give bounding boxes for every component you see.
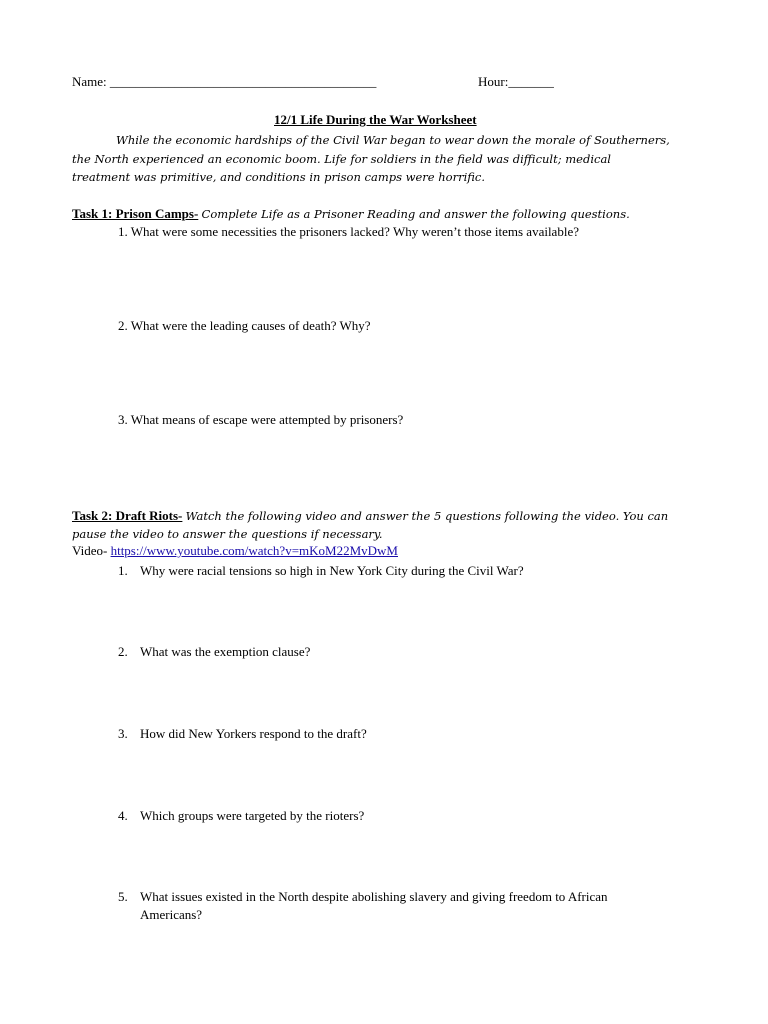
question-number: 5. [118,889,128,904]
question-text: Which groups were targeted by the rioters? [140,808,365,823]
task1-heading: Task 1: Prison Camps- [72,206,199,221]
task1-instructions: Complete Life as a Prisoner Reading and answer the following questions. [201,207,630,221]
task1-header [72,206,630,222]
question-number: 1. [118,563,128,578]
task1-question-2: 2. What were the leading causes of death? Why? [118,318,371,333]
question-number: 2. [118,644,128,659]
question-text: How did New Yorkers respond to the draft? [140,726,367,741]
intro-paragraph [72,131,672,187]
video-link[interactable]: https://www.youtube.com/watch?v=mKoM22MvDwM [110,543,398,558]
question-text-continued: Americans? [140,907,203,922]
hour-blank[interactable]: _______ [508,74,554,89]
name-blank[interactable]: _________________________________________ [109,74,377,89]
video-label: Video- [72,543,108,558]
intro-text: While the economic hardships of the Civil War began to wear down the morale of Southerners, the North experienced an economic boom. Life for soldiers in the field was difficult; medical treatment was primitive, and conditions in prison camps were horrific. [72,133,670,184]
question-text: What issues existed in the North despite abolishing slavery and giving freedom to African [140,889,608,904]
hour-label: Hour: [478,74,509,89]
name-row [72,74,376,90]
question-number: 3. [118,726,128,741]
task2-heading: Task 2: Draft Riots- [72,508,183,523]
task2-instructions: Watch the following video and answer the 5 questions following the video. You can pause the video to answer the questions if necessary. [72,509,669,541]
question-text: Why were racial tensions so high in New York City during the Civil War? [140,563,524,578]
video-row [72,543,398,559]
worksheet-title: 12/1 Life During the War Worksheet [274,112,477,127]
task2-header [72,507,702,543]
task1-question-3: 3. What means of escape were attempted by prisoners? [118,412,404,427]
hour-row [478,74,554,90]
task1-question-1: 1. What were some necessities the prisoners lacked? Why weren’t those items available? [118,224,579,239]
question-number: 4. [118,808,128,823]
name-label: Name: [72,74,107,89]
question-text: What was the exemption clause? [140,644,311,659]
